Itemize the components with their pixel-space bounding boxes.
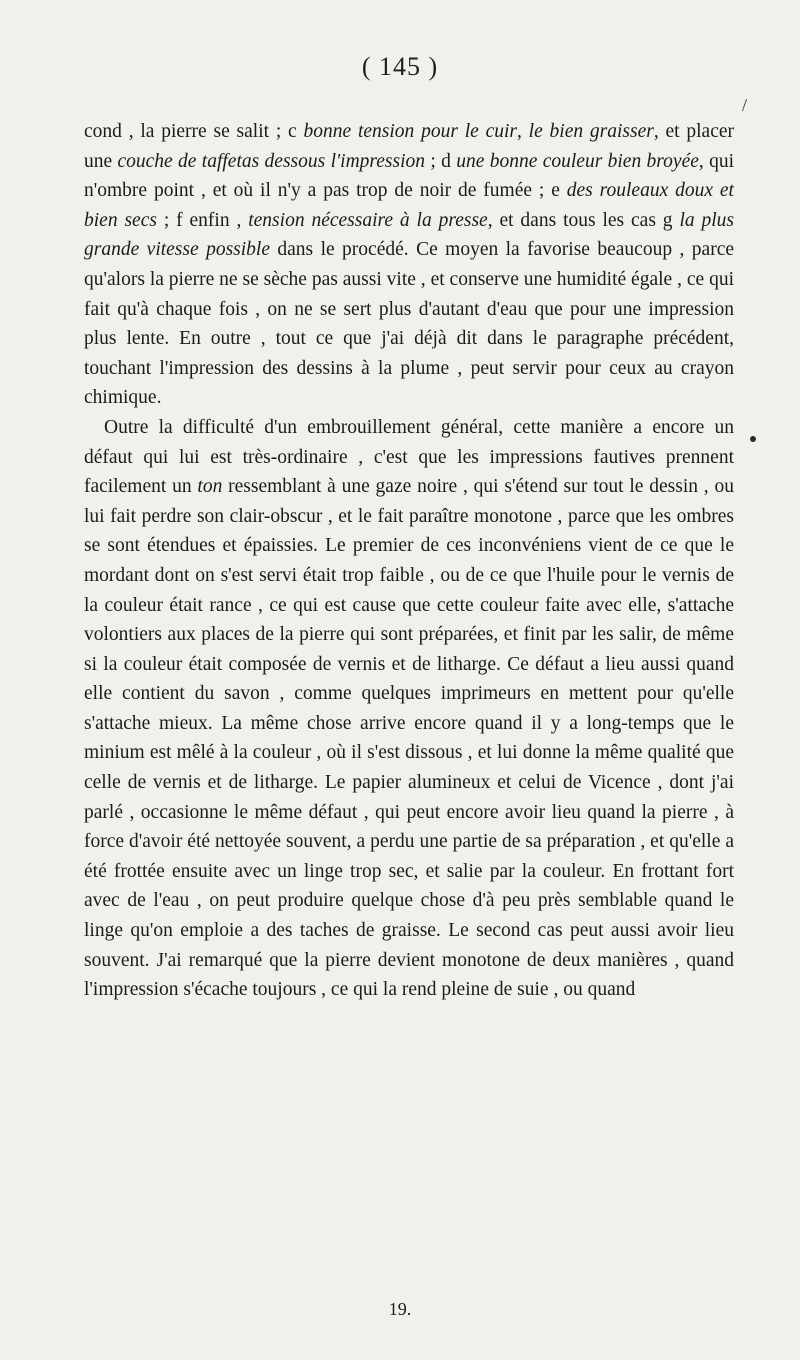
italic-run: bonne tension pour le cuir	[303, 121, 517, 142]
italic-run: ton	[197, 476, 223, 498]
italic-run: tension nécessaire à la presse	[248, 209, 488, 231]
text-run: cond , la pierre se salit ; c	[84, 121, 304, 142]
italic-run: le bien graisser	[528, 121, 654, 142]
text-run: , et placer une	[84, 121, 735, 172]
text-run: ,	[517, 121, 529, 142]
page-number: ( 145 )	[361, 52, 439, 81]
margin-dot	[750, 436, 756, 442]
text-run: ; d	[425, 150, 457, 172]
body-text	[84, 117, 734, 1005]
italic-run: une bonne couleur bien broyée	[456, 150, 699, 172]
text-run: dans le procédé. Ce moyen la favorise beaucoup , parce qu'alors la pierre ne se sèche pas aussi vite , et conserve une humidité égale , ce qui fait qu'à chaque fois , on ne se sert plus d'autant d'eau que pour une impression plus lente. En outre , tout ce que j'ai déjà dit dans le paragraphe précédent, touchant l'impression des dessins à la plume , peut servir pour ceux au crayon chimique.	[84, 239, 734, 409]
text-run: , qui n'ombre point , et où il n'y a pas trop de noir de fumée ; e	[84, 150, 735, 202]
margin-mark: /	[742, 95, 748, 115]
italic-run: couche de taffetas dessous l'impression	[117, 150, 426, 172]
italic-run: la plus grande vitesse possible	[84, 209, 734, 261]
paragraph-2	[84, 413, 734, 1005]
paragraph-1	[84, 117, 734, 413]
text-run: ; f enfin ,	[156, 209, 249, 231]
text-run: , et dans tous les cas g	[487, 209, 680, 231]
text-run: Outre la difficulté d'un embrouillement général, cette manière a encore un défaut qui lui est très-ordinaire , c'est que les impressions fautives prennent facilement un	[84, 416, 734, 498]
italic-run: des rouleaux doux et bien secs	[84, 180, 734, 231]
text-run: ressemblant à une gaze noire , qui s'étend sur tout le dessin , ou lui fait perdre son clair-obscur , et le fait paraître monotone , parce que les ombres se sont étendues et épaissies. Le premier de ces inconvéniens vient de ce que le mordant dont on s'est servi était trop faible , ou de ce que l'huile pour le vernis de la couleur était rance , ce qui est cause que cette couleur faite avec elle, s'attache volontiers aux places de la pierre qui sont préparées, et finit par les salir, de même si la couleur était composée de vernis et de litharge. Ce défaut a lieu aussi quand elle contient du savon , comme quelques imprimeurs en mettent pour qu'elle s'attache mieux. La même chose arrive encore quand il y a long-temps que le minium est mêlé à la couleur , où il s'est dissous , et lui donne la même qualité que celle de vernis et de litharge. Le papier alumineux et celui de Vicence , dont j'ai parlé , occasionne le même défaut , qui peut encore avoir lieu quand la pierre , à force d'avoir été nettoyée souvent, a perdu une partie de sa préparation , et qu'elle a été frottée ensuite avec un linge trop sec, et salie par la couleur. En frottant fort avec de l'eau , on peut produire quelque chose d'à peu près semblable quand le linge qu'on emploie a des taches de graisse. Le second cas peut aussi avoir lieu souvent. J'ai remarqué que la pierre devient monotone de deux manières , quand l'impression s'écache toujours , ce qui la rend pleine de suie , ou quand	[84, 476, 734, 1001]
signature-mark: 19.	[388, 1299, 412, 1319]
